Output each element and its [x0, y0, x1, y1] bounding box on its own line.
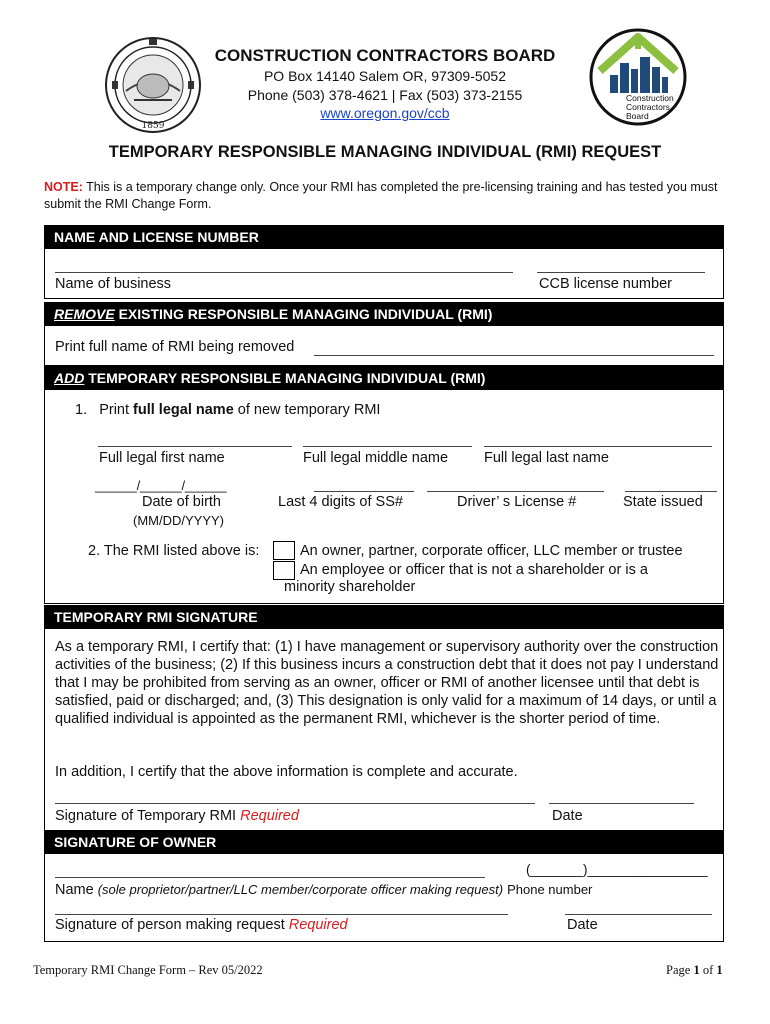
- requester-date-field[interactable]: [565, 914, 712, 915]
- date-of-birth-field[interactable]: ______/______/______: [95, 478, 227, 493]
- removed-rmi-name-field[interactable]: [314, 355, 714, 356]
- ccb-license-field[interactable]: [537, 272, 705, 273]
- ccb-logo: [588, 27, 688, 127]
- option-owner-label: An owner, partner, corporate officer, LLC member or trustee: [300, 543, 683, 559]
- item-1-pre: Print: [99, 402, 134, 418]
- logo-line-1: Construction: [626, 93, 674, 103]
- item-1-post: of new temporary RMI: [233, 402, 381, 418]
- certification-text: As a temporary RMI, I certify that: (1) I have management or supervisory authority over the construction activities of the business; (2) If this business incurs a construction debt that it does not pay I understand that I may be prohibited from serving as an owner, officer or RMI of another licensee until that debt is satisfied, paid or discharged; and, (3) This designation is only valid for a maximum of 14 days, or until a qualified individual is appointed as the permanent RMI, whichever is the shorter period of time.: [55, 639, 719, 727]
- board-address: PO Box 14140 Salem OR, 97309-5052: [263, 68, 507, 84]
- form-revision: Temporary RMI Change Form – Rev 05/2022: [33, 963, 263, 977]
- ssn-label: Last 4 digits of SS#: [278, 494, 403, 510]
- page-current: 1: [693, 963, 700, 977]
- section-heading-rmi-signature: TEMPORARY RMI SIGNATURE: [44, 605, 724, 629]
- middle-name-label: Full legal middle name: [303, 450, 449, 466]
- section-heading-name-license: NAME AND LICENSE NUMBER: [44, 225, 724, 249]
- business-name-field[interactable]: [55, 272, 513, 273]
- section-heading-remove-rmi: [44, 302, 724, 326]
- ccb-license-label: CCB license number: [539, 276, 672, 292]
- last-name-label: Full legal last name: [484, 450, 609, 466]
- owner-partner-checkbox[interactable]: [273, 541, 295, 560]
- seal-year: 1859: [141, 121, 165, 131]
- item-1-bold: full legal name: [133, 402, 234, 418]
- state-issued-label: State issued: [623, 494, 703, 510]
- requester-date-label: Date: [567, 917, 598, 933]
- middle-name-field[interactable]: [303, 446, 472, 447]
- owner-name-field[interactable]: [55, 877, 485, 878]
- add-emphasis: ADD: [54, 370, 85, 386]
- option-employee-label: An employee or officer that is not a shareholder or is a: [300, 562, 648, 578]
- item-1-number: 1.: [75, 402, 88, 418]
- rmi-signature-date-field[interactable]: [549, 803, 694, 804]
- requester-signature-label: [55, 917, 348, 933]
- ssn-field[interactable]: [314, 491, 414, 492]
- rmi-date-label: Date: [552, 808, 583, 824]
- first-name-label: Full legal first name: [99, 450, 225, 466]
- item-2-label: 2. The RMI listed above is:: [88, 543, 260, 559]
- logo-line-2: Contractors: [626, 102, 670, 112]
- board-website-link[interactable]: www.oregon.gov/ccb: [320, 105, 450, 121]
- requester-signature-text: Signature of person making request: [55, 917, 285, 933]
- owner-name-text: Name: [55, 882, 94, 898]
- phone-number-field[interactable]: (_______)________________: [526, 862, 708, 877]
- date-of-birth-label: Date of birth: [142, 494, 221, 510]
- section-heading-owner: SIGNATURE OF OWNER: [44, 831, 724, 854]
- business-name-label: Name of business: [55, 276, 172, 292]
- page-number: [666, 963, 723, 978]
- last-name-field[interactable]: [484, 446, 712, 447]
- rmi-signature-label: [55, 808, 299, 824]
- drivers-license-label: Driver’ s License #: [457, 494, 577, 510]
- state-issued-field[interactable]: [625, 491, 717, 492]
- add-heading-text: TEMPORARY RESPONSIBLE MANAGING INDIVIDUAL (RMI): [84, 370, 486, 386]
- requester-signature-required: Required: [288, 917, 348, 933]
- rmi-signature-required: Required: [240, 808, 299, 824]
- board-phone-fax: Phone (503) 378-4621 | Fax (503) 373-2155: [247, 87, 523, 103]
- note-label: NOTE:: [44, 180, 83, 194]
- page-of: of: [699, 963, 717, 977]
- remove-emphasis: REMOVE: [54, 306, 115, 322]
- requester-signature-field[interactable]: [55, 914, 508, 915]
- form-title: TEMPORARY RESPONSIBLE MANAGING INDIVIDUAL (RMI) REQUEST: [108, 143, 662, 161]
- item-1: [75, 402, 380, 418]
- owner-name-hint: (sole proprietor/partner/LLC member/corporate officer making request): [97, 882, 504, 897]
- accuracy-statement: In addition, I certify that the above information is complete and accurate.: [55, 764, 518, 780]
- note-text: This is a temporary change only. Once your RMI has completed the pre-licensing training and has tested you must submit the RMI Change Form.: [44, 180, 718, 211]
- drivers-license-field[interactable]: [427, 491, 604, 492]
- note: [44, 179, 724, 213]
- logo-line-3: Board: [626, 111, 649, 121]
- date-format-hint: (MM/DD/YYYY): [133, 513, 224, 528]
- rmi-signature-text: Signature of Temporary RMI: [55, 808, 237, 824]
- remove-rmi-label: Print full name of RMI being removed: [55, 339, 295, 355]
- remove-heading-text: EXISTING RESPONSIBLE MANAGING INDIVIDUAL (RMI): [114, 306, 493, 322]
- owner-name-label: [55, 882, 592, 898]
- page-total: 1: [716, 963, 723, 977]
- section-heading-add-rmi: [44, 366, 724, 390]
- rmi-signature-field[interactable]: [55, 803, 535, 804]
- page-prefix: Page: [666, 963, 694, 977]
- option-employee-label-cont: minority shareholder: [284, 579, 416, 595]
- employee-officer-checkbox[interactable]: [273, 561, 295, 580]
- phone-number-label: Phone number: [507, 882, 593, 897]
- board-name: CONSTRUCTION CONTRACTORS BOARD: [214, 46, 556, 65]
- first-name-field[interactable]: [98, 446, 292, 447]
